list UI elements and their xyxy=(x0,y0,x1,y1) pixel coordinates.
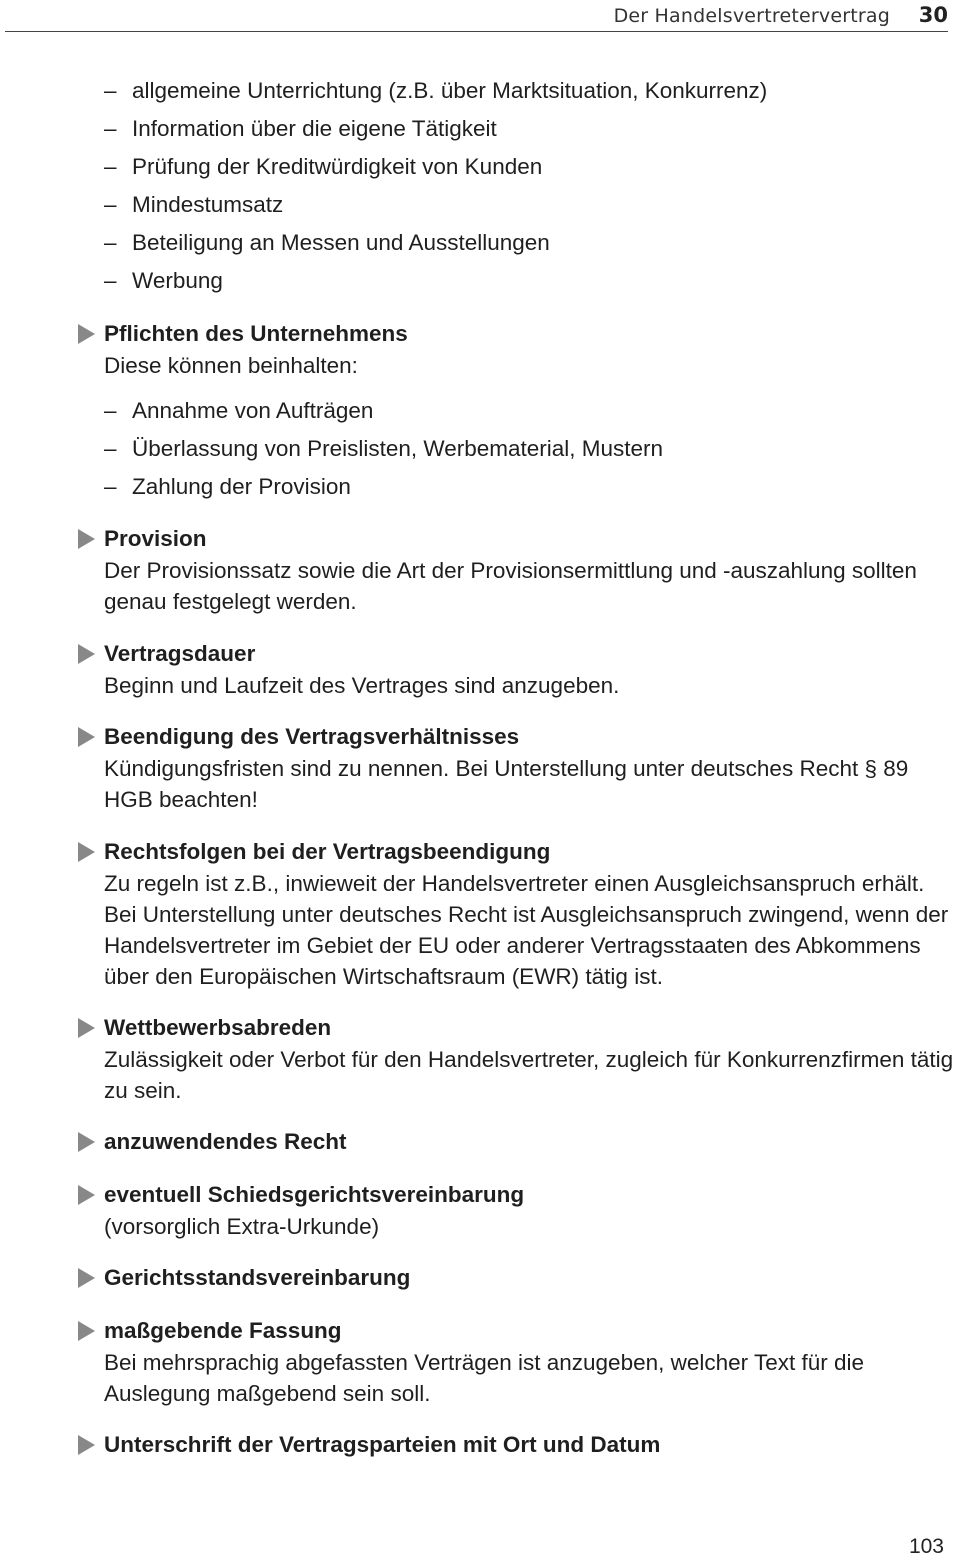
triangle-bullet-icon xyxy=(78,1132,95,1152)
dash-bullet: – xyxy=(104,436,117,461)
triangle-bullet-icon xyxy=(78,324,95,344)
list-item: – allgemeine Unterrichtung (z.B. über Marktsituation, Konkurrenz) xyxy=(104,76,767,106)
section-body: (vorsorglich Extra-Urkunde) xyxy=(104,1214,380,1239)
triangle-bullet-icon xyxy=(78,727,95,747)
running-header-title: Der Handelsvertretervertrag xyxy=(613,5,890,27)
dash-bullet: – xyxy=(104,116,117,141)
list-item: – Zahlung der Provision xyxy=(104,472,351,502)
list-item: – Annahme von Aufträgen xyxy=(104,396,373,426)
running-header xyxy=(5,0,948,32)
section-body: Diese können beinhalten: xyxy=(104,353,358,378)
chapter-number: 30 xyxy=(918,3,948,27)
section-body: Bei mehrsprachig abgefassten Verträgen ist anzugeben, welcher Text für die Auslegung maßgebend sein soll. xyxy=(104,1350,865,1406)
section-body: Der Provisionssatz sowie die Art der Provisionsermittlung und -auszahlung sollten genau festgelegt werden. xyxy=(104,558,917,614)
triangle-bullet-icon xyxy=(78,1321,95,1341)
dash-bullet: – xyxy=(104,78,117,103)
section-title: Rechtsfolgen bei der Vertragsbeendigung xyxy=(104,839,551,864)
triangle-bullet-icon xyxy=(78,1018,95,1038)
triangle-bullet-icon xyxy=(78,1435,95,1455)
section-title: Beendigung des Vertragsverhältnisses xyxy=(104,724,520,749)
list-item: – Überlassung von Preislisten, Werbematerial, Mustern xyxy=(104,434,663,464)
section-body: Beginn und Laufzeit des Vertrages sind anzugeben. xyxy=(104,673,620,698)
list-item: – Beteiligung an Messen und Ausstellungen xyxy=(104,228,550,258)
triangle-bullet-icon xyxy=(78,644,95,664)
triangle-bullet-icon xyxy=(78,842,95,862)
section-title: anzuwendendes Recht xyxy=(104,1129,347,1154)
dash-bullet: – xyxy=(104,154,117,179)
section-title: Pflichten des Unternehmens xyxy=(104,321,408,346)
section-title: eventuell Schiedsgerichtsvereinbarung xyxy=(104,1182,525,1207)
section-title: maßgebende Fassung xyxy=(104,1318,342,1343)
list-item: – Information über die eigene Tätigkeit xyxy=(104,114,497,144)
list-item: – Mindestumsatz xyxy=(104,190,283,220)
dash-bullet: – xyxy=(104,398,117,423)
dash-bullet: – xyxy=(104,268,117,293)
dash-bullet: – xyxy=(104,230,117,255)
section-body: Zu regeln ist z.B., inwieweit der Handelsvertreter einen Ausgleichsanspruch erhält. Bei Unterstellung unter deutsches Recht ist Ausgleichsanspruch zwingend, wenn der Handelsvertreter im Gebiet der EU oder anderer Vertragsstaaten des Abkommens über den Europäischen Wirtschaftsraum (EWR) tätig ist. xyxy=(104,871,949,989)
triangle-bullet-icon xyxy=(78,1268,95,1288)
page-number: 103 xyxy=(908,1535,944,1558)
dash-bullet: – xyxy=(104,474,117,499)
section-title: Wettbewerbsabreden xyxy=(104,1015,332,1040)
list-item: – Werbung xyxy=(104,266,223,296)
section-title: Vertragsdauer xyxy=(104,641,256,666)
dash-bullet: – xyxy=(104,192,117,217)
triangle-bullet-icon xyxy=(78,529,95,549)
triangle-bullet-icon xyxy=(78,1185,95,1205)
section-title: Gerichtsstandsvereinbarung xyxy=(104,1265,411,1290)
section-body: Zulässigkeit oder Verbot für den Handelsvertreter, zugleich für Konkurrenzfirmen tätig zu sein. xyxy=(104,1047,954,1103)
section-title: Provision xyxy=(104,526,207,551)
list-item: – Prüfung der Kreditwürdigkeit von Kunden xyxy=(104,152,542,182)
section-title: Unterschrift der Vertragsparteien mit Ort und Datum xyxy=(104,1432,661,1457)
section-body: Kündigungsfristen sind zu nennen. Bei Unterstellung unter deutsches Recht § 89 HGB beachten! xyxy=(104,756,909,812)
